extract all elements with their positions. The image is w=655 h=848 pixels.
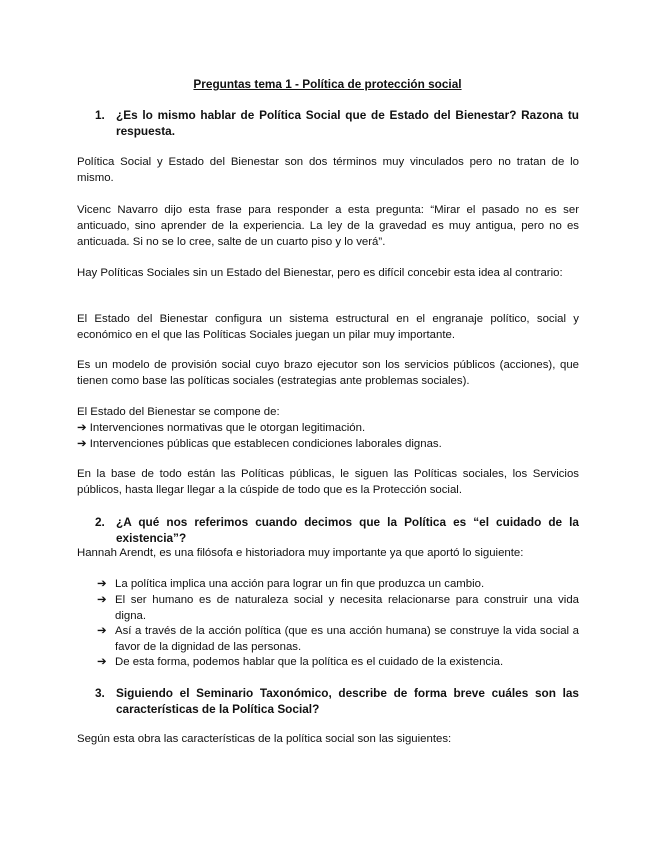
question-3 (95, 685, 579, 717)
bullet-item (97, 576, 579, 592)
bullet-item (97, 654, 579, 670)
paragraph-6: El Estado del Bienestar se compone de: (77, 406, 280, 418)
bullet-text: La política implica una acción para lograr un fin que produzca un cambio. (115, 578, 485, 590)
arrow-icon: ➔ (97, 594, 107, 606)
paragraph-5: Es un modelo de provisión social cuyo brazo ejecutor son los servicios públicos (acciones), que tienen como base las políticas sociales (estrategias ante problemas sociales). (77, 359, 579, 387)
paragraph-3: Hay Políticas Sociales sin un Estado del Bienestar, pero es difícil concebir esta idea al contrario: (77, 267, 563, 279)
bullet-text: Así a través de la acción política (que es una acción humana) se construye la vida social a favor de la dignidad de las personas. (115, 625, 579, 653)
paragraph-7: En la base de todo están las Políticas públicas, le siguen las Políticas sociales, los Servicios públicos, hasta llegar llegar a la cúspide de todo que es la Protección social. (77, 468, 579, 496)
list-item: ➔ Intervenciones públicas que establecen condiciones laborales dignas. (77, 438, 442, 450)
paragraph-2: Vicenc Navarro dijo esta frase para responder a esta pregunta: “Mirar el pasado no es ser anticuado, sino aprender de la experiencia. La ley de la gravedad es muy antigua, pero no es anticuada. Si no se lo cree, salte de un cuarto piso y lo verá”. (77, 204, 579, 248)
arrow-icon: ➔ (97, 656, 107, 668)
question-1-number: 1. (95, 108, 105, 122)
paragraph-4: El Estado del Bienestar configura un sistema estructural en el engranaje político, social y económico en el que las Políticas Sociales juegan un pilar muy importante. (77, 313, 579, 341)
question-3-text: Siguiendo el Seminario Taxonómico, describe de forma breve cuáles son las características de la Política Social? (116, 686, 579, 716)
bullet-item (97, 592, 579, 624)
question-1-text: ¿Es lo mismo hablar de Política Social que de Estado del Bienestar? Razona tu respuesta. (116, 108, 579, 138)
question-3-number: 3. (95, 686, 105, 700)
question-2-number: 2. (95, 515, 105, 529)
arrow-icon: ➔ (97, 625, 107, 637)
paragraph-1: Política Social y Estado del Bienestar son dos términos muy vinculados pero no tratan de lo mismo. (77, 156, 579, 184)
bullet-item (97, 623, 579, 655)
document-title: Preguntas tema 1 - Política de protección social (193, 77, 462, 91)
question-2-text: ¿A qué nos referimos cuando decimos que la Política es “el cuidado de la existencia”? (116, 515, 579, 545)
paragraph-8: Hannah Arendt, es una filósofa e historiadora muy importante ya que aportó lo siguiente: (77, 547, 524, 559)
arrow-icon: ➔ (97, 578, 107, 590)
paragraph-9: Según esta obra las características de la política social son las siguientes: (77, 733, 452, 745)
question-2 (95, 514, 579, 546)
list-item: ➔ Intervenciones normativas que le otorgan legitimación. (77, 422, 366, 434)
bullet-text: El ser humano es de naturaleza social y necesita relacionarse para construir una vida digna. (115, 594, 579, 622)
question-1 (95, 107, 579, 139)
bullet-text: De esta forma, podemos hablar que la política es el cuidado de la existencia. (115, 656, 504, 668)
